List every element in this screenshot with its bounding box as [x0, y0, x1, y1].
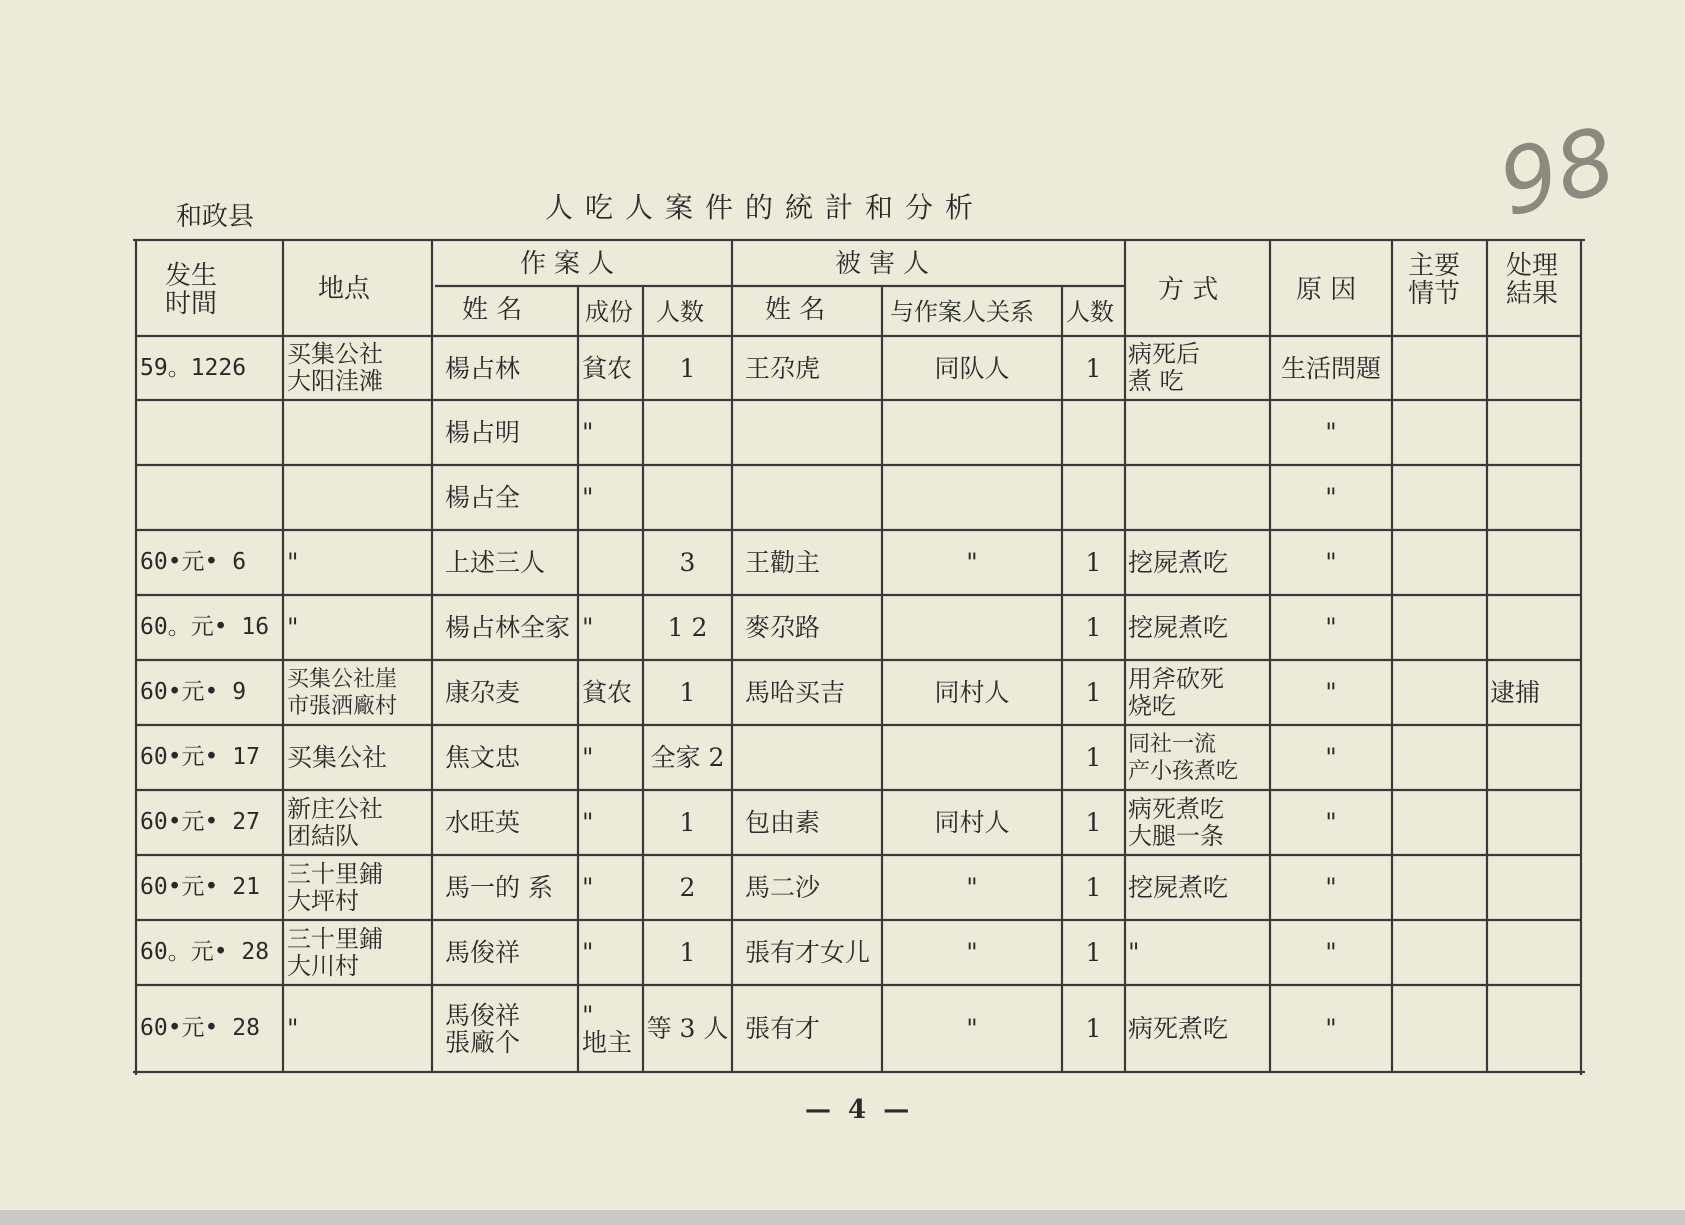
- cell-method: 病死煮吃 大腿一条: [1128, 794, 1224, 850]
- cell-victim-count: 1: [1085, 743, 1102, 772]
- cell-reason: ": [1325, 678, 1337, 707]
- viewer-bottom-bar: [0, 1210, 1685, 1225]
- cell-relation: 同队人: [934, 353, 1010, 383]
- cell-reason: 生活問題: [1280, 353, 1381, 383]
- cell-perp-count: 3: [679, 548, 696, 577]
- cell-reason: ": [1325, 808, 1337, 837]
- cell-relation: ": [966, 873, 978, 902]
- cell-perp-count: 1: [679, 678, 696, 707]
- cell-method: ": [1128, 938, 1140, 967]
- header-outcome: 处理 結果: [1506, 251, 1559, 309]
- cell-victim-name: 王尕虎: [745, 353, 821, 383]
- header-victim-count: 人数: [1066, 298, 1114, 326]
- cell-victim-name: 王勸主: [745, 548, 821, 577]
- cell-time: 60•元• 27: [140, 809, 260, 835]
- cell-method: 挖屍煮吃: [1128, 548, 1229, 577]
- cell-perp-status: ": [582, 483, 594, 512]
- cell-method: 挖屍煮吃: [1128, 613, 1229, 642]
- cell-victim-name: 張有才女儿: [745, 938, 871, 967]
- cell-perp-status: ": [582, 418, 594, 447]
- cell-victim-count: 1: [1085, 353, 1102, 383]
- cell-place: ": [287, 1014, 299, 1043]
- cell-perp-count: 2: [679, 873, 696, 902]
- cell-place: 买集公社 大阳洼滩: [287, 340, 383, 395]
- cell-relation: ": [966, 548, 978, 577]
- cell-place: 买集公社崖 市張洒廠村: [287, 666, 398, 719]
- cell-perp-name: 馬一的 系: [445, 873, 553, 902]
- cell-victim-name: 馬二沙: [745, 873, 821, 902]
- cell-place: 买集公社: [287, 743, 388, 772]
- cell-perp-name: 康尕麦: [445, 678, 521, 707]
- cell-perp-count: 1: [679, 808, 696, 837]
- cell-reason: ": [1325, 483, 1337, 512]
- cell-perp-name: 楊占林: [445, 353, 521, 383]
- cell-perp-count: 1 2: [667, 613, 708, 642]
- cell-place: 三十里鋪 大川村: [287, 924, 383, 980]
- cell-perp-status: 貧农: [582, 678, 633, 707]
- cell-relation: 同村人: [934, 678, 1010, 707]
- cell-method: 病死后 煮 吃: [1128, 340, 1200, 395]
- header-perpetrator: 作案人: [520, 249, 623, 279]
- cell-victim-count: 1: [1085, 1014, 1102, 1043]
- cell-perp-name: 焦文忠: [445, 743, 521, 772]
- cell-place: 新庄公社 团結队: [287, 794, 383, 850]
- cell-place: ": [287, 548, 299, 577]
- cell-perp-status: 貧农: [582, 353, 633, 383]
- header-perp-status: 成份: [585, 298, 633, 326]
- cell-time: 60•元• 28: [140, 1015, 260, 1041]
- cell-victim-count: 1: [1085, 808, 1102, 837]
- cell-perp-status: ": [582, 613, 594, 642]
- cell-reason: ": [1325, 743, 1337, 772]
- cell-time: 60。元• 16: [140, 614, 270, 640]
- cell-method: 挖屍煮吃: [1128, 873, 1229, 902]
- cell-perp-status: ": [582, 938, 594, 967]
- cell-reason: ": [1325, 613, 1337, 642]
- header-reason: 原 因: [1296, 275, 1357, 305]
- cell-victim-name: 包由素: [745, 808, 821, 837]
- cell-victim-count: 1: [1085, 548, 1102, 577]
- county-label: 和政县: [176, 202, 255, 232]
- header-victim-relation: 与作案人关系: [890, 298, 1034, 326]
- document-title: 人吃人案件的統計和分析: [545, 191, 986, 224]
- header-perp-name: 姓 名: [462, 295, 523, 325]
- cell-method: 病死煮吃: [1128, 1014, 1229, 1043]
- cell-place: ": [287, 613, 299, 642]
- cell-victim-count: 1: [1085, 678, 1102, 707]
- cell-victim-name: 張有才: [745, 1014, 821, 1043]
- header-place: 地点: [318, 274, 371, 304]
- cell-relation: ": [966, 1014, 978, 1043]
- header-method: 方 式: [1158, 275, 1219, 305]
- cell-relation: ": [966, 938, 978, 967]
- cell-relation: 同村人: [934, 808, 1010, 837]
- cell-time: 59。1226: [140, 354, 247, 381]
- cell-reason: ": [1325, 938, 1337, 967]
- cell-victim-count: 1: [1085, 873, 1102, 902]
- cell-method: 同社一流 产小孩煮吃: [1128, 731, 1239, 784]
- cell-reason: ": [1325, 1014, 1337, 1043]
- page-number: — 4 —: [805, 1095, 914, 1125]
- cell-reason: ": [1325, 418, 1337, 447]
- cell-perp-count: 等 3 人: [646, 1014, 729, 1043]
- cell-perp-count: 1: [679, 353, 696, 383]
- cell-time: 60•元• 9: [140, 679, 247, 705]
- header-victim: 被害人: [835, 249, 938, 279]
- header-time: 发生 时間: [165, 261, 218, 319]
- cell-method: 用斧砍死 烧吃: [1128, 664, 1224, 720]
- header-details: 主要 情节: [1408, 251, 1461, 309]
- cell-perp-name: 水旺英: [445, 808, 521, 837]
- header-perp-count: 人数: [656, 298, 704, 326]
- cell-reason: ": [1325, 873, 1337, 902]
- cell-perp-name: 上述三人: [445, 548, 546, 577]
- cell-time: 60。元• 28: [140, 939, 270, 965]
- cell-perp-name: 楊占明: [445, 418, 521, 447]
- cell-time: 60•元• 6: [140, 549, 247, 575]
- cell-victim-count: 1: [1085, 613, 1102, 642]
- cell-victim-name: 麥尕路: [745, 613, 821, 642]
- header-victim-name: 姓 名: [765, 295, 826, 325]
- cell-time: 60•元• 17: [140, 744, 260, 770]
- cell-perp-name: 楊占全: [445, 483, 521, 512]
- cell-perp-count: 全家 2: [650, 743, 725, 772]
- cell-perp-status: ": [582, 743, 594, 772]
- cell-perp-name: 馬俊祥: [445, 938, 521, 967]
- cell-reason: ": [1325, 548, 1337, 577]
- cell-perp-status: " 地主: [582, 1000, 633, 1057]
- cell-victim-name: 馬哈买吉: [745, 678, 846, 707]
- cell-perp-status: ": [582, 808, 594, 837]
- cell-victim-count: 1: [1085, 938, 1102, 967]
- cell-perp-name: 馬俊祥 張廠个: [445, 1000, 521, 1057]
- cell-perp-status: ": [582, 873, 594, 902]
- cell-perp-name: 楊占林全家: [445, 613, 571, 642]
- cell-outcome: 逮捕: [1490, 678, 1541, 707]
- cell-perp-count: 1: [679, 938, 696, 967]
- cell-place: 三十里鋪 大坪村: [287, 859, 383, 915]
- cell-time: 60•元• 21: [140, 874, 260, 900]
- handwritten-page-mark: 98: [1489, 107, 1626, 238]
